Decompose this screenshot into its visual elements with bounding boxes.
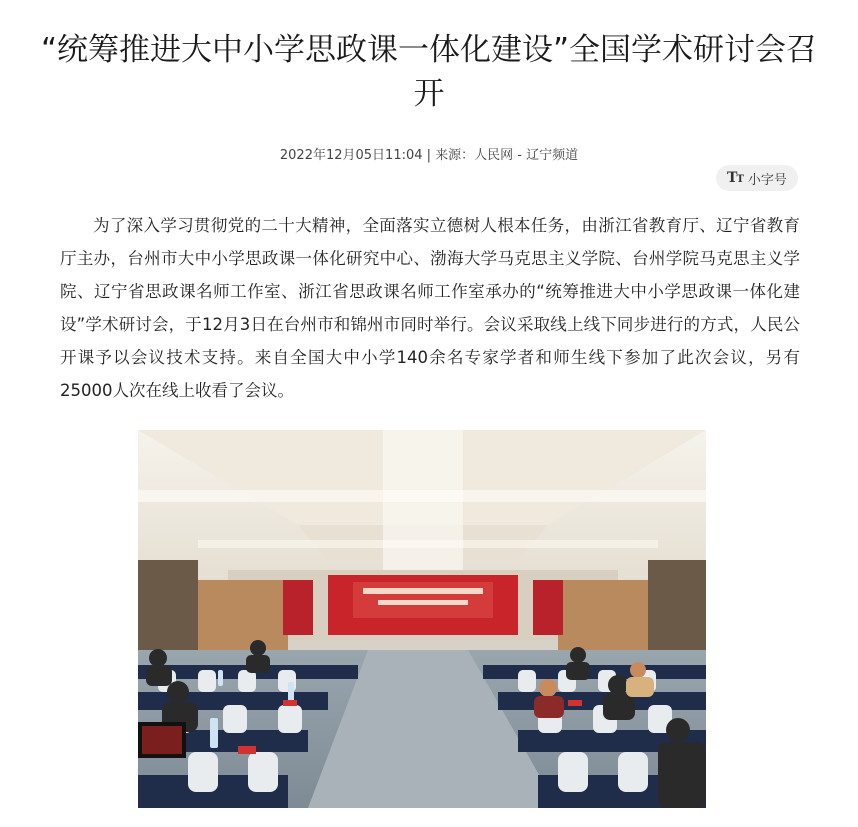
article-paragraph: 为了深入学习贯彻党的二十大精神，全面落实立德树人根本任务，由浙江省教育厅、辽宁省教育厅主办，台州市大中小学思政课一体化研究中心、渤海大学马克思主义学院、台州学院马克思主义学院、辽宁省思政课名师工作室、浙江省思政课名师工作室承办的“统筹推进大中小学思政课一体化建设”学术研讨会，于12月3日在台州市和锦州市同时举行。会议采取线上线下同步进行的方式，人民公开课予以会议技术支持。来自全国大中小学140余名专家学者和师生线下参加了此次会议，另有25000人次在线上收看了会议。	[60, 216, 800, 400]
conference-photo	[138, 430, 706, 808]
text-size-icon: TT	[727, 170, 743, 186]
font-size-toggle-label: 小字号	[747, 172, 787, 188]
font-size-toggle-button[interactable]	[716, 165, 798, 191]
article-meta: 2022年12月05日11:04 | 来源：人民网 - 辽宁频道	[279, 148, 579, 163]
article-title: “统筹推进大中小学思政课一体化建设”全国学术研讨会召开	[40, 32, 818, 112]
